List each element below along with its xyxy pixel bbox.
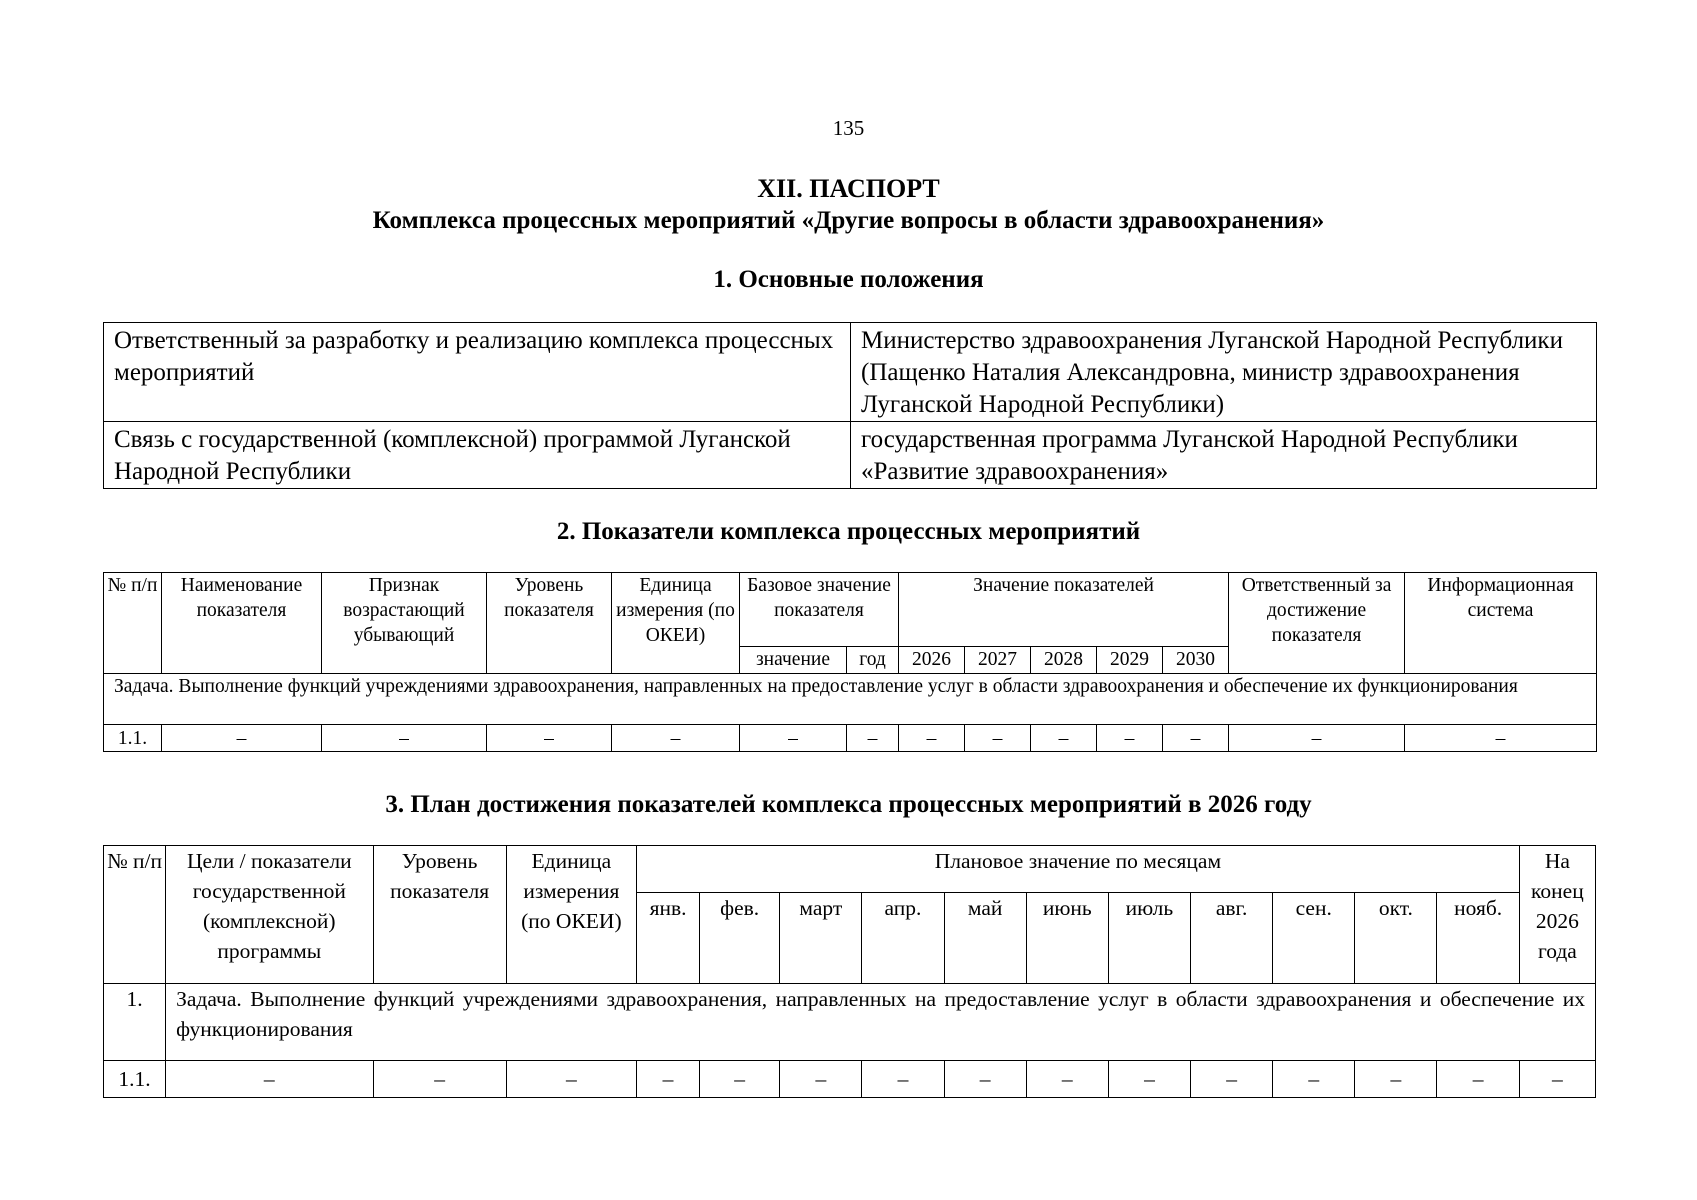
table-cell: – <box>1229 725 1405 752</box>
table-cell: – <box>373 1061 506 1098</box>
header-row <box>104 846 1596 893</box>
row-label: Ответственный за разработку и реализацию комплекса процессных мероприятий <box>104 323 851 422</box>
col-header-year: 2030 <box>1163 647 1229 674</box>
col-header-year: 2027 <box>965 647 1031 674</box>
table-cell: – <box>1097 725 1163 752</box>
col-header-month: авг. <box>1191 893 1273 984</box>
col-header-month: май <box>944 893 1026 984</box>
table-cell: – <box>1031 725 1097 752</box>
header-row <box>104 573 1597 647</box>
indicators-table <box>103 572 1597 752</box>
document-title: XII. ПАСПОРТ <box>757 174 940 203</box>
table-cell: – <box>1355 1061 1437 1098</box>
task-row <box>104 984 1596 1061</box>
table-cell: – <box>636 1061 699 1098</box>
col-header-month: нояб. <box>1437 893 1519 984</box>
table-cell: – <box>1437 1061 1519 1098</box>
table-cell: – <box>899 725 965 752</box>
col-header-info: Информационная система <box>1405 573 1597 674</box>
table-cell: – <box>612 725 740 752</box>
task-row <box>104 674 1597 725</box>
col-header-year: 2028 <box>1031 647 1097 674</box>
table-cell: – <box>506 1061 636 1098</box>
table-cell: – <box>1519 1061 1595 1098</box>
col-header-month: июль <box>1108 893 1190 984</box>
document-subtitle: Комплекса процессных мероприятий «Другие вопросы в области здравоохранения» <box>372 207 1325 234</box>
section1-heading: 1. Основные положения <box>713 266 984 293</box>
col-header-base: Базовое значение показателя <box>740 573 899 647</box>
col-header-unit: Единица измерения (по ОКЕИ) <box>612 573 740 674</box>
col-header-month: сен. <box>1273 893 1355 984</box>
col-header-level: Уровень показателя <box>373 846 506 984</box>
table-cell: – <box>487 725 612 752</box>
col-header-values: Значение показателей <box>899 573 1229 647</box>
table-cell: – <box>780 1061 862 1098</box>
table-cell: – <box>166 1061 373 1098</box>
table-cell: – <box>965 725 1031 752</box>
col-header-level: Уровень показателя <box>487 573 612 674</box>
col-header-num: № п/п <box>104 573 162 674</box>
col-header-year: 2029 <box>1097 647 1163 674</box>
table-cell: – <box>740 725 847 752</box>
col-header-unit: Единица измерения (по ОКЕИ) <box>506 846 636 984</box>
col-header-responsible: Ответственный за достижение показателя <box>1229 573 1405 674</box>
task-text: Задача. Выполнение функций учреждениями здравоохранения, направленных на предоставление услуг в области здравоохранения и обеспечение их функционирования <box>166 984 1596 1061</box>
section3-heading: 3. План достижения показателей комплекса процессных мероприятий в 2026 году <box>385 791 1312 818</box>
section2-heading: 2. Показатели комплекса процессных мероприятий <box>556 518 1141 545</box>
table-cell: – <box>862 1061 944 1098</box>
table-cell: – <box>1108 1061 1190 1098</box>
col-header-name: Наименование показателя <box>162 573 322 674</box>
row-value: государственная программа Луганской Народной Республики «Развитие здравоохранения» <box>851 422 1597 489</box>
table-cell: – <box>1405 725 1597 752</box>
col-header-goals: Цели / показатели государственной (комплексной) программы <box>166 846 373 984</box>
table-cell: – <box>1191 1061 1273 1098</box>
main-provisions-table <box>103 322 1597 489</box>
table-row <box>104 1061 1596 1098</box>
col-header-month: июнь <box>1026 893 1108 984</box>
row-num: 1.1. <box>104 725 162 752</box>
col-header-base-value: значение <box>740 647 847 674</box>
table-cell: – <box>322 725 487 752</box>
row-value: Министерство здравоохранения Луганской Народной Республики (Пащенко Наталия Александровна, министр здравоохранения Луганской Народной Республики) <box>851 323 1597 422</box>
table-cell: – <box>1026 1061 1108 1098</box>
col-header-planned: Плановое значение по месяцам <box>636 846 1519 893</box>
task-num: 1. <box>104 984 166 1061</box>
table-cell: – <box>1273 1061 1355 1098</box>
row-num: 1.1. <box>104 1061 166 1098</box>
table-cell: – <box>162 725 322 752</box>
table-cell: – <box>1163 725 1229 752</box>
col-header-month: фев. <box>700 893 780 984</box>
col-header-month: окт. <box>1355 893 1437 984</box>
row-label: Связь с государственной (комплексной) программой Луганской Народной Республики <box>104 422 851 489</box>
col-header-month: апр. <box>862 893 944 984</box>
table-cell: – <box>944 1061 1026 1098</box>
table-row <box>104 323 1597 422</box>
col-header-month: янв. <box>636 893 699 984</box>
col-header-base-year: год <box>847 647 899 674</box>
table-row <box>104 422 1597 489</box>
task-text: Задача. Выполнение функций учреждениями здравоохранения, направленных на предоставление услуг в области здравоохранения и обеспечение их функционирования <box>104 674 1597 725</box>
col-header-month: март <box>780 893 862 984</box>
col-header-num: № п/п <box>104 846 166 984</box>
col-header-end: На конец 2026 года <box>1519 846 1595 984</box>
col-header-sign: Признак возрастающий убывающий <box>322 573 487 674</box>
table-cell: – <box>700 1061 780 1098</box>
plan-table <box>103 845 1596 1098</box>
page-number: 135 <box>832 116 865 140</box>
table-row <box>104 725 1597 752</box>
col-header-year: 2026 <box>899 647 965 674</box>
table-cell: – <box>847 725 899 752</box>
